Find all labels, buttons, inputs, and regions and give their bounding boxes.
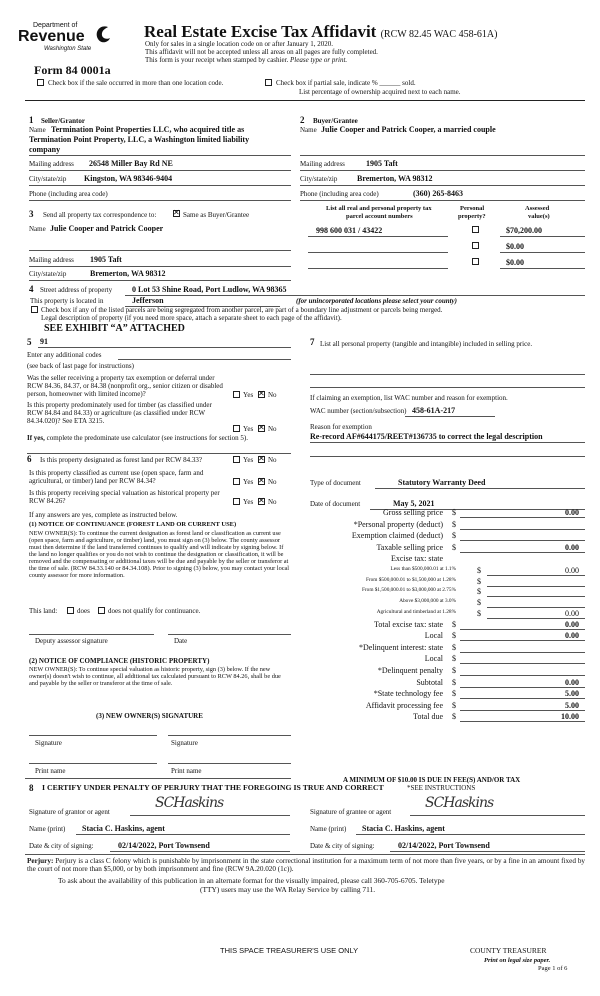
grantor-date-label: Date & city of signing: bbox=[29, 842, 94, 850]
current-use-question: Is this property classified as current use (open space, farm and agricultural, or timber) land per RCW 84.34? bbox=[29, 469, 204, 485]
form-title bbox=[144, 22, 497, 42]
grantor-date-field[interactable]: 02/14/2022, Port Townsend bbox=[118, 841, 210, 850]
tax-value-rule bbox=[487, 575, 585, 576]
tax-value-field[interactable]: 5.00 bbox=[565, 700, 579, 710]
tax-row-label: Above $3,000,000 at 3.0% bbox=[399, 598, 456, 605]
grantee-name-label: Name (print) bbox=[310, 825, 347, 833]
section-4-number: 4 bbox=[29, 284, 34, 294]
tax-value-rule bbox=[460, 529, 585, 530]
buyer-phone-label: Phone (including area code) bbox=[300, 190, 379, 198]
doc-date-field[interactable]: May 5, 2021 bbox=[393, 499, 435, 508]
seller-city-rule bbox=[29, 185, 291, 186]
tax-currency-symbol: $ bbox=[477, 598, 481, 608]
seller-mailing-field[interactable]: 26548 Miller Bay Rd NE bbox=[89, 159, 173, 168]
tax-value-rule bbox=[460, 640, 585, 641]
personal-property-rule-1 bbox=[310, 374, 585, 375]
corr-city-label: City/state/zip bbox=[29, 270, 67, 278]
logo-main-text: Revenue bbox=[18, 28, 85, 45]
tax-value-rule bbox=[460, 687, 585, 688]
grantor-name-field[interactable]: Stacia C. Haskins, agent bbox=[82, 824, 165, 833]
grantee-sig-rule bbox=[410, 815, 585, 816]
tax-currency-symbol: $ bbox=[477, 608, 481, 618]
personal-property-rule-2 bbox=[310, 387, 585, 388]
tax-currency-symbol: $ bbox=[452, 642, 456, 652]
tax-value-field[interactable]: 0.00 bbox=[565, 677, 579, 687]
reason-rule-1 bbox=[310, 442, 585, 443]
segregated-label: Check box if any of the listed parcels are being segregated from another parcel, are part of a boundary line adjustment or parcels being merged. bbox=[41, 306, 443, 314]
wac-field[interactable]: 458-61A-217 bbox=[412, 406, 456, 415]
exhibit-text[interactable]: SEE EXHIBIT “A” ATTACHED bbox=[44, 323, 185, 334]
tax-row-label: Subtotal bbox=[416, 677, 443, 687]
tax-currency-symbol: $ bbox=[452, 631, 456, 641]
deputy-sig-rule bbox=[29, 634, 154, 635]
deputy-date-rule bbox=[168, 634, 291, 635]
section-6-number: 6 bbox=[27, 454, 32, 464]
current-no-label: No bbox=[268, 478, 277, 486]
grantee-sig-label: Signature of grantee or agent bbox=[310, 808, 392, 816]
partial-list-note: List percentage of ownership acquired next to each name. bbox=[299, 88, 461, 96]
tax-value-rule bbox=[460, 710, 585, 711]
doc-type-field[interactable]: Statutory Warranty Deed bbox=[398, 478, 486, 487]
tax-value-field[interactable]: 0.00 bbox=[565, 608, 579, 618]
tax-currency-symbol: $ bbox=[452, 654, 456, 664]
wac-rule bbox=[405, 416, 495, 417]
tax-row-label: Less than $500,000.01 at 1.1% bbox=[390, 566, 456, 572]
corr-mailing-rule bbox=[29, 266, 291, 267]
owner-signature-heading: (3) NEW OWNER(S) SIGNATURE bbox=[96, 712, 203, 720]
value-rule bbox=[500, 268, 585, 269]
forest-no-label: No bbox=[268, 456, 277, 464]
notice-compliance-title: (2) NOTICE OF COMPLIANCE (HISTORIC PROPERTY) bbox=[29, 657, 210, 665]
title-ref: (RCW 82.45 WAC 458-61A) bbox=[380, 29, 498, 40]
tax-currency-symbol: $ bbox=[452, 677, 456, 687]
parcel-rule bbox=[308, 236, 448, 237]
additional-codes-rule bbox=[118, 359, 291, 360]
doc-type-rule bbox=[375, 488, 585, 489]
seller-heading: Seller/Grantor bbox=[41, 117, 85, 125]
corr-name-field[interactable]: Julie Cooper and Patrick Cooper bbox=[50, 224, 164, 233]
parcel-col-header-2: parcel account numbers bbox=[346, 213, 413, 220]
multi-location-label: Check box if the sale occurred in more than one location code. bbox=[48, 79, 224, 87]
timber-yes-label: Yes bbox=[243, 425, 254, 433]
tax-row-label: *Delinquent penalty bbox=[377, 665, 443, 675]
seller-name-line2[interactable]: Termination Point Property, LLC, a Washington limited liability bbox=[29, 135, 250, 144]
parcel-col-header: List all real and personal property tax bbox=[326, 205, 432, 212]
does-qualify-checkbox[interactable] bbox=[67, 607, 74, 614]
forest-yes-checkbox[interactable] bbox=[233, 456, 240, 463]
assessed-value[interactable]: $0.00 bbox=[506, 258, 524, 267]
grantor-date-rule bbox=[110, 851, 290, 852]
reason-label: Reason for exemption bbox=[310, 423, 372, 431]
forest-question: Is this property designated as forest land per RCW 84.33? bbox=[40, 456, 203, 464]
buyer-phone-field[interactable]: (360) 265-8463 bbox=[413, 189, 463, 198]
same-as-buyer-checkbox[interactable] bbox=[173, 210, 180, 217]
assessed-value[interactable]: $70,200.00 bbox=[506, 226, 542, 235]
legal-paper-note: Print on legal size paper. bbox=[484, 957, 551, 964]
alt-format-note-2: (TTY) users may use the WA Relay Service by calling 711. bbox=[200, 885, 376, 894]
seller-city-field[interactable]: Kingston, WA 98346-9404 bbox=[84, 174, 173, 183]
grantee-date-rule bbox=[390, 851, 585, 852]
grantor-name-label: Name (print) bbox=[29, 825, 66, 833]
exemption-question: Was the seller receiving a property tax exemption or deferral under RCW 84.36, 84.37, or 84.38 (nonprofit org., senior citizen or disabled person, homeowner with limited income)? bbox=[27, 374, 223, 398]
tax-currency-symbol: $ bbox=[452, 531, 456, 541]
header-note-3 bbox=[145, 56, 347, 64]
perjury-label: Perjury: bbox=[27, 857, 54, 865]
tax-value-rule bbox=[460, 675, 585, 676]
exempt-no-label: No bbox=[268, 391, 277, 399]
historic-yes-checkbox[interactable] bbox=[233, 498, 240, 505]
perjury-text: Perjury is a class C felony which is punishable by imprisonment in the state correctional institution for a maximum term of not more than five years, or by a fine in an amount fixed by the court of not more than $5,000, or by both imprisonment and fine (RCW 9A.20.020 (1c)). bbox=[27, 857, 586, 874]
buyer-city-label: City/state/zip bbox=[300, 175, 338, 183]
historic-no-checkbox[interactable] bbox=[258, 498, 265, 505]
page-number: Page 1 of 6 bbox=[538, 965, 568, 972]
buyer-name-rule bbox=[300, 155, 585, 156]
notice-continuance-title: (1) NOTICE OF CONTINUANCE (FOREST LAND OR CURRENT USE) bbox=[29, 521, 237, 528]
exemption-claim-label: If claiming an exemption, list WAC number and reason for exemption. bbox=[310, 394, 508, 402]
if-yes-note bbox=[27, 435, 257, 443]
grantee-name-rule bbox=[356, 834, 585, 835]
street-rule bbox=[125, 295, 585, 296]
buyer-city-rule bbox=[300, 185, 585, 186]
tax-value-rule bbox=[460, 721, 585, 722]
tax-currency-symbol: $ bbox=[452, 519, 456, 529]
tax-currency-symbol: $ bbox=[452, 542, 456, 552]
owner-print-label-1: Print name bbox=[35, 767, 66, 775]
forest-yes-label: Yes bbox=[243, 456, 254, 464]
tax-value-field[interactable]: 5.00 bbox=[565, 689, 579, 699]
doc-type-label: Type of document bbox=[310, 479, 361, 487]
owner-signature-label-1: Signature bbox=[35, 739, 62, 747]
logo-swirl-icon bbox=[94, 24, 112, 46]
owner-print-label-2: Print name bbox=[171, 767, 202, 775]
parcel-rule bbox=[308, 268, 448, 269]
wac-label: WAC number (section/subsection) bbox=[310, 407, 407, 415]
tax-value-rule bbox=[460, 552, 585, 553]
tax-currency-symbol: $ bbox=[477, 587, 481, 597]
buyer-heading: Buyer/Grantee bbox=[313, 117, 358, 125]
alt-format-note-1: To ask about the availability of this publication in an alternate format for the visually impaired, please call 360-705-6705. Teletype bbox=[58, 876, 445, 885]
timber-yes-checkbox[interactable] bbox=[233, 425, 240, 432]
exempt-yes-label: Yes bbox=[243, 391, 254, 399]
certify-title: I CERTIFY UNDER PENALTY OF PERJURY THAT THE FOREGOING IS TRUE AND CORRECT bbox=[42, 783, 384, 792]
tax-value-rule bbox=[487, 596, 585, 597]
street-field[interactable]: 0 Lot 53 Shine Road, Port Ludlow, WA 98365 bbox=[132, 285, 287, 294]
grantee-date-label: Date & city of signing: bbox=[310, 842, 375, 850]
parcel-number[interactable]: 998 600 031 / 43422 bbox=[316, 226, 383, 235]
owner-print-rule-1 bbox=[29, 763, 157, 764]
deputy-sig-label: Deputy assessor signature bbox=[35, 637, 108, 645]
header-divider bbox=[25, 100, 585, 101]
partial-sold-text: sold. bbox=[402, 79, 416, 87]
land-use-code-field[interactable]: 91 bbox=[40, 337, 48, 346]
personal-col-header-2: property? bbox=[458, 213, 486, 220]
assessed-value[interactable]: $0.00 bbox=[506, 242, 524, 251]
timber-no-label: No bbox=[268, 425, 277, 433]
section-8-top-rule bbox=[25, 778, 291, 779]
partial-sale-checkbox[interactable] bbox=[265, 79, 272, 86]
tax-value-field[interactable]: 0.00 bbox=[565, 566, 579, 575]
grantor-sig-label: Signature of grantor or agent bbox=[29, 808, 110, 816]
logo-sub-text: Washington State bbox=[44, 46, 92, 52]
tax-row-label: Exemption claimed (deduct) bbox=[351, 531, 443, 541]
section-3-number: 3 bbox=[29, 209, 34, 219]
owner-print-rule-2 bbox=[168, 763, 291, 764]
tax-row-label: Local bbox=[424, 631, 443, 641]
reason-field[interactable]: Re-record AF#644175/REET#136735 to correct the legal description bbox=[310, 432, 543, 441]
seller-mailing-label: Mailing address bbox=[29, 160, 74, 168]
seller-name-line1[interactable]: Termination Point Properties LLC, who acquired title as bbox=[51, 125, 245, 134]
grantee-date-field[interactable]: 02/14/2022, Port Townsend bbox=[398, 841, 490, 850]
tax-value-rule bbox=[460, 629, 585, 630]
tax-value-rule bbox=[460, 517, 585, 518]
legal-desc-label: Legal description of property (if you need more space, attach a separate sheet to each page of the affidavit). bbox=[41, 314, 342, 322]
historic-question: Is this property receiving special valuation as historical property per RCW 84.26? bbox=[29, 489, 220, 505]
tax-row-label: *Personal property (deduct) bbox=[353, 519, 443, 529]
buyer-mailing-label: Mailing address bbox=[300, 160, 345, 168]
owner-signature-label-2: Signature bbox=[171, 739, 198, 747]
perjury-statement bbox=[27, 857, 585, 873]
exempt-no-checkbox[interactable] bbox=[258, 391, 265, 398]
value-rule bbox=[500, 236, 585, 237]
county-field[interactable]: Jefferson bbox=[132, 296, 164, 305]
value-rule bbox=[500, 252, 585, 253]
section-2-number: 2 bbox=[300, 115, 305, 125]
does-not-label: does not qualify for continuance. bbox=[108, 607, 201, 615]
corr-name-label: Name bbox=[29, 225, 46, 233]
tax-currency-symbol: $ bbox=[477, 566, 481, 575]
tax-currency-symbol: $ bbox=[452, 508, 456, 517]
seller-name-rule bbox=[29, 155, 291, 156]
personal-property-checkbox[interactable] bbox=[472, 258, 479, 265]
reason-rule-2 bbox=[310, 456, 585, 457]
deputy-date-label: Date bbox=[174, 637, 188, 645]
notice-compliance-body: NEW OWNER(S): To continue special valuation as historic property, sign (3) below. If the new owner(s) doesn't wish to continue, all additional tax calculated pursuant to RCW 84.26, shall be due and payable by the seller or transferor at the time of sale. bbox=[29, 666, 281, 688]
does-not-qualify-checkbox[interactable] bbox=[98, 607, 105, 614]
tax-row-label: *Delinquent interest: state bbox=[359, 642, 443, 652]
seller-mailing-rule bbox=[29, 170, 291, 171]
forest-no-checkbox[interactable] bbox=[258, 456, 265, 463]
if-yes-text: complete the predominate use calculator (see instructions for section 5). bbox=[46, 434, 249, 442]
does-label: does bbox=[77, 607, 90, 615]
section-1-number: 1 bbox=[29, 115, 34, 125]
buyer-phone-rule bbox=[300, 200, 585, 201]
this-land-label: This land: bbox=[29, 607, 58, 615]
seller-city-label: City/state/zip bbox=[29, 175, 67, 183]
seller-name-line3[interactable]: company bbox=[29, 145, 61, 154]
owner-sig-rule-1 bbox=[29, 735, 157, 736]
notice-continuance-body: NEW OWNER(S): To continue the current designation as forest land or classification as current use (open space, farm and agriculture, or timber) land, you must sign on (3) below. The county assessor must then determine if the land transferred continues to qualify and will indicate by signing below. If the land no longer qualifies or you do not wish to continue the designation or classification, it will be removed and the compensating or additional taxes will be due and payable by the seller or transferor at the time of sale. (RCW 84.33.140 or 84.34.108). Prior to signing (3) below, you may contact your local county assessor for more information. bbox=[29, 530, 290, 580]
tax-currency-symbol: $ bbox=[452, 700, 456, 710]
personal-property-checkbox[interactable] bbox=[472, 242, 479, 249]
corr-city-rule bbox=[29, 280, 291, 281]
grantor-name-rule bbox=[76, 834, 290, 835]
land-use-code-rule bbox=[38, 347, 291, 348]
tax-value-rule bbox=[460, 663, 585, 664]
personal-col-header: Personal bbox=[460, 205, 485, 212]
buyer-mailing-rule bbox=[300, 170, 585, 171]
tax-row-label: Agricultural and timberland at 1.28% bbox=[376, 608, 456, 615]
tax-value-rule bbox=[487, 586, 585, 587]
current-yes-label: Yes bbox=[243, 478, 254, 486]
located-label: This property is located in bbox=[30, 297, 104, 305]
tax-row-label: Total excise tax: state bbox=[374, 619, 443, 629]
grantee-signature[interactable]: SCHaskins bbox=[425, 795, 494, 811]
tax-row-label: Taxable selling price bbox=[376, 542, 443, 552]
additional-codes-label: Enter any additional codes bbox=[27, 351, 102, 359]
form-number: Form 84 0001a bbox=[34, 63, 111, 77]
buyer-name-field[interactable]: Julie Cooper and Patrick Cooper, a married couple bbox=[321, 125, 496, 134]
section-8-number: 8 bbox=[29, 783, 34, 793]
current-yes-checkbox[interactable] bbox=[233, 478, 240, 485]
partial-label-text: Check box if partial sale, indicate % bbox=[276, 79, 378, 87]
corr-mailing-label: Mailing address bbox=[29, 256, 74, 264]
tax-row-label: Gross selling price bbox=[383, 508, 443, 517]
header-note-2: This affidavit will not be accepted unless all areas on all pages are fully completed. bbox=[145, 48, 378, 56]
corr-name-rule bbox=[29, 250, 291, 251]
tax-row-label: Local bbox=[424, 654, 443, 664]
exempt-yes-checkbox[interactable] bbox=[233, 391, 240, 398]
timber-question: Is this property predominately used for timber (as classified under RCW 84.84 and 84.33) or agriculture (as classified under RCW 84.34.020)? See ETA 3215. bbox=[27, 401, 212, 425]
personal-property-checkbox[interactable] bbox=[472, 226, 479, 233]
multi-location-checkbox[interactable] bbox=[37, 79, 44, 86]
corr-mailing-field[interactable]: 1905 Taft bbox=[90, 255, 122, 264]
buyer-mailing-field[interactable]: 1905 Taft bbox=[366, 159, 398, 168]
current-no-checkbox[interactable] bbox=[258, 478, 265, 485]
if-yes-bold: If yes, bbox=[27, 434, 45, 442]
section-7-number: 7 bbox=[310, 337, 315, 347]
tax-currency-symbol: $ bbox=[452, 712, 456, 722]
corr-city-field[interactable]: Bremerton, WA 98312 bbox=[90, 269, 166, 278]
tax-currency-symbol: $ bbox=[452, 689, 456, 699]
tax-value-field[interactable]: 0.00 bbox=[565, 542, 579, 552]
historic-yes-label: Yes bbox=[243, 498, 254, 506]
tax-row-label: From $1,500,000.01 to $3,000,000 at 2.75% bbox=[361, 587, 456, 594]
personal-property-label: List all personal property (tangible and intangible) included in selling price. bbox=[320, 340, 533, 348]
tax-value-field[interactable]: 10.00 bbox=[561, 712, 579, 722]
tax-value-rule bbox=[460, 698, 585, 699]
perjury-top-rule bbox=[25, 854, 585, 855]
dor-logo bbox=[8, 22, 118, 60]
grantor-sig-rule bbox=[130, 815, 290, 816]
street-label: Street address of property bbox=[40, 286, 113, 294]
tax-value-field[interactable]: 0.00 bbox=[565, 619, 579, 629]
tax-row-label: *State technology fee bbox=[373, 689, 443, 699]
see-instructions-note: *SEE INSTRUCTIONS bbox=[407, 784, 476, 792]
partial-sale-label: Check box if partial sale, indicate % ______ sold. bbox=[276, 79, 416, 87]
value-col-header: Assessed bbox=[525, 205, 550, 212]
doc-date-label: Date of document bbox=[310, 500, 361, 508]
codes-note: (see back of last page for instructions) bbox=[27, 362, 134, 370]
if-any-note: If any answers are yes, complete as instructed below. bbox=[29, 511, 178, 519]
minimum-fee-note: A MINIMUM OF $10.00 IS DUE IN FEE(S) AND/OR TAX bbox=[343, 776, 521, 784]
tax-value-field[interactable]: 0.00 bbox=[565, 508, 579, 517]
owner-sig-rule-2 bbox=[168, 735, 291, 736]
tax-currency-symbol: $ bbox=[452, 665, 456, 675]
section-5-number: 5 bbox=[27, 337, 32, 347]
seller-phone-label: Phone (including area code) bbox=[29, 190, 108, 198]
county-note: (for unincorporated locations please select your county) bbox=[296, 297, 457, 305]
tax-currency-symbol: $ bbox=[477, 576, 481, 586]
title-main: Real Estate Excise Tax Affidavit bbox=[144, 22, 377, 41]
tax-row-label: Total due bbox=[413, 712, 443, 722]
parcel-rule bbox=[308, 252, 448, 253]
timber-no-checkbox[interactable] bbox=[258, 425, 265, 432]
tax-row-label: From $500,000.01 to $1,500,000 at 1.28% bbox=[365, 576, 456, 583]
treasurer-space-label: THIS SPACE TREASURER'S USE ONLY bbox=[220, 946, 359, 955]
segregated-checkbox[interactable] bbox=[31, 306, 38, 313]
value-col-header-2: value(s) bbox=[528, 213, 550, 220]
logo-top-text: Department of bbox=[33, 22, 78, 29]
seller-phone-rule bbox=[29, 200, 291, 201]
grantee-name-field[interactable]: Stacia C. Haskins, agent bbox=[362, 824, 445, 833]
tax-value-rule bbox=[460, 652, 585, 653]
section-5-rule bbox=[27, 453, 291, 454]
county-treasurer-label: COUNTY TREASURER bbox=[470, 946, 547, 955]
buyer-city-field[interactable]: Bremerton, WA 98312 bbox=[357, 174, 433, 183]
note3-text: This form is your receipt when stamped by cashier. bbox=[145, 56, 289, 64]
same-as-buyer-label: Same as Buyer/Grantee bbox=[183, 211, 250, 219]
seller-name-label: Name bbox=[29, 126, 46, 134]
note3-italic: Please type or print. bbox=[290, 56, 348, 64]
buyer-name-label: Name bbox=[300, 126, 317, 134]
grantor-signature[interactable]: SCHaskins bbox=[155, 795, 224, 811]
historic-no-label: No bbox=[268, 498, 277, 506]
tax-row-label: Affidavit processing fee bbox=[365, 700, 443, 710]
tax-value-rule bbox=[460, 540, 585, 541]
tax-row-label: Excise tax: state bbox=[391, 554, 443, 564]
header-note-1: Only for sales in a single location code on or after January 1, 2020. bbox=[145, 40, 333, 48]
tax-currency-symbol: $ bbox=[452, 619, 456, 629]
tax-value-field[interactable]: 0.00 bbox=[565, 631, 579, 641]
correspondence-label: Send all property tax correspondence to: bbox=[43, 211, 157, 219]
